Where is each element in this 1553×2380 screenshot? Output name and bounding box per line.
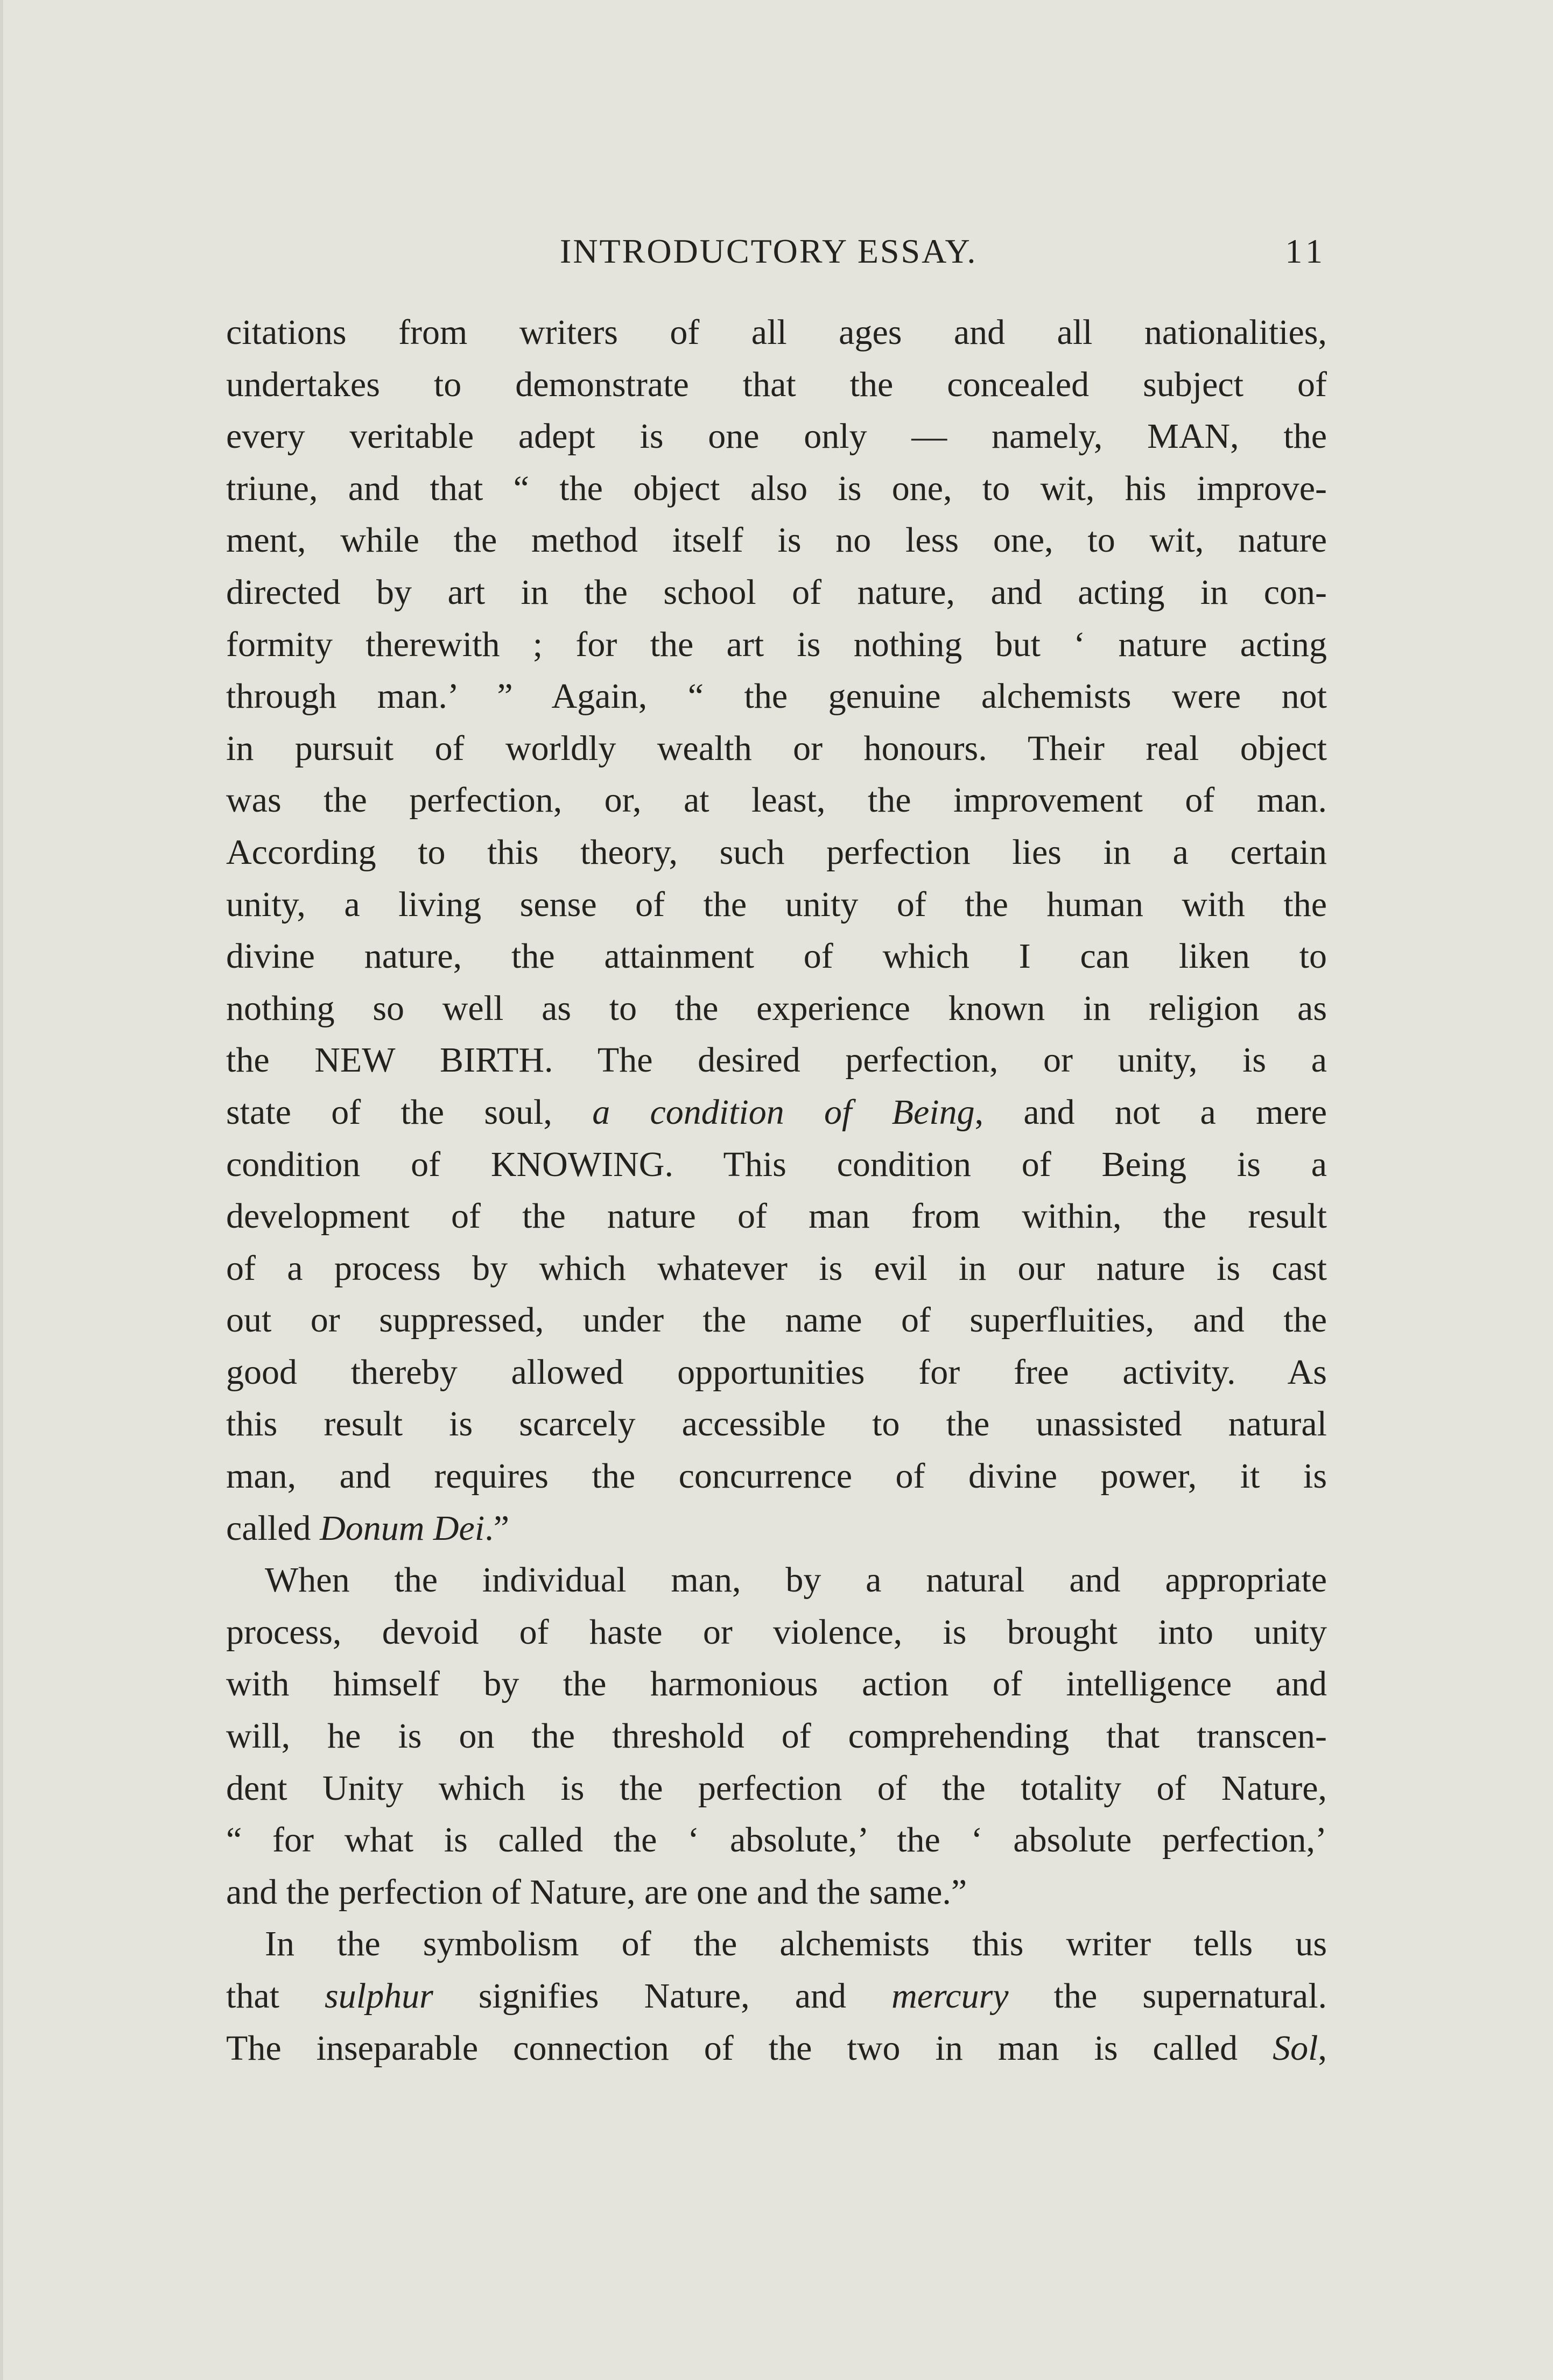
text-line: good thereby allowed opportunities for free activity. As (226, 1352, 1327, 1392)
text-run: . The desired perfection, or unity, is a (544, 1040, 1327, 1080)
text-line: process, devoid of haste or violence, is brought into unity (226, 1612, 1327, 1652)
text-line (226, 1087, 1327, 1139)
text-line (226, 2023, 1327, 2075)
italic-sulphur: sulphur (325, 1976, 433, 2016)
text-line: nothing so well as to the experience known in religion as (226, 988, 1327, 1028)
italic-condition-of-being: a condition of Being (592, 1092, 975, 1132)
text-run: , and not a mere (974, 1092, 1327, 1132)
text-line: through man.’ ” Again, “ the genuine alchemists were not (226, 677, 1327, 716)
text-line: citations from writers of all ages and all nationalities, (226, 313, 1327, 352)
italic-mercury: mercury (891, 1976, 1009, 2016)
text-line: with himself by the harmonious action of intelligence and (226, 1664, 1327, 1704)
text-line: unity, a living sense of the unity of the human with the (226, 884, 1327, 924)
text-run: that (226, 1976, 279, 2016)
text-line: “ for what is called the ‘ absolute,’ the ‘ absolute perfection,’ (226, 1820, 1327, 1860)
text-line: According to this theory, such perfection lies in a certain (226, 832, 1327, 872)
text-line (226, 411, 1327, 463)
text-run: .” (484, 1508, 509, 1548)
text-line: When the individual man, by a natural and appropriate (265, 1560, 1327, 1600)
text-run: the supernatural. (1053, 1976, 1327, 2016)
text-line: was the perfection, or, at least, the improvement of man. (226, 780, 1327, 820)
italic-donum-dei: Donum Dei (320, 1508, 485, 1548)
text-line: will, he is on the threshold of comprehending that transcen- (226, 1716, 1327, 1756)
text-run: The inseparable connection of the two in man is called (226, 2028, 1238, 2068)
text-line: In the symbolism of the alchemists this writer tells us (265, 1924, 1327, 1964)
text-run: the (226, 1040, 270, 1080)
text-line: out or suppressed, under the name of superfluities, and the (226, 1300, 1327, 1340)
text-run: every veritable adept is one only — namely, (226, 417, 1103, 456)
body-text (226, 307, 1327, 2074)
text-line: undertakes to demonstrate that the concealed subject of (226, 364, 1327, 404)
text-line: divine nature, the attainment of which I can liken to (226, 936, 1327, 976)
small-caps-man: MAN (1147, 417, 1231, 456)
text-line: ment, while the method itself is no less one, to wit, nature (226, 520, 1327, 560)
text-run: , the (1230, 417, 1327, 456)
text-run: called (226, 1508, 311, 1548)
text-line (226, 1970, 1327, 2023)
text-run: state of the soul, (226, 1092, 552, 1132)
text-line: man, and requires the concurrence of divine power, it is (226, 1456, 1327, 1496)
text-line (226, 1139, 1327, 1191)
text-line: of a process by which whatever is evil in our nature is cast (226, 1248, 1327, 1288)
text-line: in pursuit of worldly wealth or honours. Their real object (226, 728, 1327, 768)
text-line (226, 1034, 1327, 1087)
text-line: dent Unity which is the perfection of the totality of Nature, (226, 1768, 1327, 1808)
text-run: signifies Nature, and (478, 1976, 846, 2016)
text-line: directed by art in the school of nature, and acting in con- (226, 572, 1327, 612)
text-line: formity therewith ; for the art is nothing but ‘ nature acting (226, 624, 1327, 664)
small-caps-new-birth: NEW BIRTH (314, 1040, 544, 1080)
page-edge (0, 0, 3, 2380)
text-line: development of the nature of man from within, the result (226, 1196, 1327, 1236)
text-run: . This condition of Being is a (664, 1144, 1327, 1184)
small-caps-knowing: KNOWING (490, 1144, 665, 1184)
italic-sol: Sol (1273, 2028, 1318, 2068)
text-line: and the perfection of Nature, are one and the same.” (226, 1872, 967, 1912)
text-run: , (1318, 2028, 1327, 2068)
text-line: this result is scarcely accessible to the unassisted natural (226, 1404, 1327, 1444)
running-header (226, 231, 1327, 285)
page-number: 11 (1285, 232, 1327, 270)
text-line: triune, and that “ the object also is one, to wit, his improve- (226, 468, 1327, 508)
text-run: condition of (226, 1144, 441, 1184)
text-line (226, 1503, 1327, 1555)
running-title: INTRODUCTORY ESSAY. (560, 232, 978, 270)
